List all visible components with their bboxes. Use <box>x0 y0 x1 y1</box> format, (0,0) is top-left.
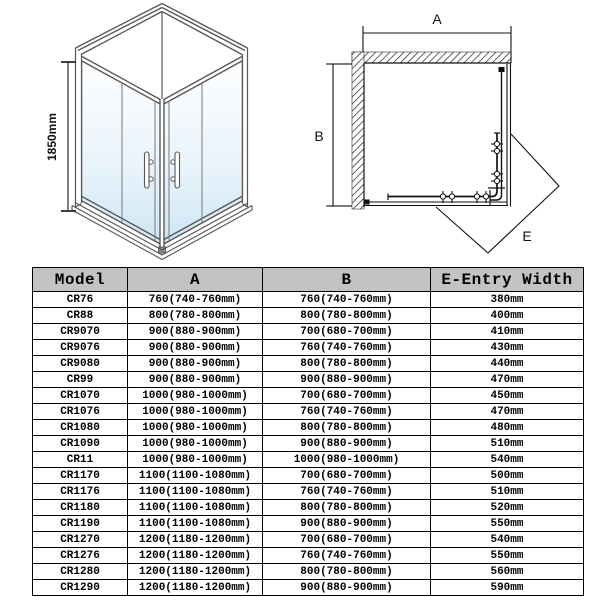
table-cell: CR1176 <box>33 484 128 500</box>
table-cell: CR1090 <box>33 436 128 452</box>
table-cell: CR1080 <box>33 420 128 436</box>
table-row <box>33 340 584 356</box>
table-cell: 900(880-900mm) <box>263 372 431 388</box>
table-row <box>33 372 584 388</box>
shower-plan-view <box>300 0 600 265</box>
table-cell: 1200(1180-1200mm) <box>128 580 263 596</box>
table-cell: CR1070 <box>33 388 128 404</box>
table-cell: 900(880-900mm) <box>128 324 263 340</box>
dimension-b <box>326 64 352 206</box>
header-e-entry-width: E-Entry Width <box>431 268 584 292</box>
wall-hatching <box>352 52 511 209</box>
table-cell: 1100(1100-1080mm) <box>128 516 263 532</box>
table-row <box>33 500 584 516</box>
table-row <box>33 484 584 500</box>
table-cell: 700(680-700mm) <box>263 388 431 404</box>
table-cell: 1000(980-1000mm) <box>128 436 263 452</box>
table-cell: 700(680-700mm) <box>263 324 431 340</box>
table-cell: CR88 <box>33 308 128 324</box>
table-cell: 550mm <box>431 548 584 564</box>
table-cell: 590mm <box>431 580 584 596</box>
table-cell: CR1290 <box>33 580 128 596</box>
table-cell: 1200(1180-1200mm) <box>128 532 263 548</box>
table-cell: CR1190 <box>33 516 128 532</box>
table-cell: 800(780-800mm) <box>263 356 431 372</box>
table-cell: CR9070 <box>33 324 128 340</box>
table-cell: CR1270 <box>33 532 128 548</box>
table-cell: CR1276 <box>33 548 128 564</box>
dimension-b-label: B <box>314 128 324 144</box>
table-row <box>33 324 584 340</box>
entry-width-label: E <box>522 228 532 244</box>
table-cell: 800(780-800mm) <box>263 420 431 436</box>
table-cell: 450mm <box>431 388 584 404</box>
table-cell: 900(880-900mm) <box>128 372 263 388</box>
table-row <box>33 388 584 404</box>
corner-post <box>159 99 166 253</box>
table-cell: 1000(980-1000mm) <box>128 452 263 468</box>
table-cell: CR1170 <box>33 468 128 484</box>
table-row <box>33 532 584 548</box>
table-cell: 510mm <box>431 484 584 500</box>
table-cell: 540mm <box>431 452 584 468</box>
table-cell: 800(780-800mm) <box>263 308 431 324</box>
table-cell: 900(880-900mm) <box>263 516 431 532</box>
table-cell: 470mm <box>431 404 584 420</box>
table-cell: 1000(980-1000mm) <box>128 420 263 436</box>
table-cell: 760(740-760mm) <box>263 340 431 356</box>
table-cell: 760(740-760mm) <box>128 292 263 308</box>
table-cell: 1200(1180-1200mm) <box>128 564 263 580</box>
table-cell: 760(740-760mm) <box>263 404 431 420</box>
table-cell: 800(780-800mm) <box>128 308 263 324</box>
height-dimension-label: 1850mm <box>45 112 59 162</box>
fixed-glass-panels <box>364 63 511 207</box>
table-row <box>33 292 584 308</box>
table-cell: 1100(1100-1080mm) <box>128 500 263 516</box>
table-cell: 440mm <box>431 356 584 372</box>
table-cell: 900(880-900mm) <box>263 436 431 452</box>
table-cell: 560mm <box>431 564 584 580</box>
table-cell: 470mm <box>431 372 584 388</box>
enclosure-outline <box>364 63 511 207</box>
table-row <box>33 356 584 372</box>
spec-table-header <box>33 268 584 292</box>
table-cell: CR1280 <box>33 564 128 580</box>
table-cell: 900(880-900mm) <box>263 580 431 596</box>
table-cell: 380mm <box>431 292 584 308</box>
header-b: B <box>263 268 431 292</box>
shower-3d-drawing <box>0 0 300 265</box>
shower-plan-drawing <box>300 0 600 265</box>
table-cell: CR9076 <box>33 340 128 356</box>
spec-table-body <box>33 292 584 596</box>
table-cell: 760(740-760mm) <box>263 484 431 500</box>
table-cell: 800(780-800mm) <box>263 564 431 580</box>
table-row <box>33 308 584 324</box>
table-cell: 1000(980-1000mm) <box>263 452 431 468</box>
table-cell: CR9080 <box>33 356 128 372</box>
table-cell: 900(880-900mm) <box>128 340 263 356</box>
table-cell: CR76 <box>33 292 128 308</box>
table-cell: 430mm <box>431 340 584 356</box>
table-cell: 480mm <box>431 420 584 436</box>
table-cell: 550mm <box>431 516 584 532</box>
sliding-door-tracks <box>365 67 506 205</box>
table-cell: 520mm <box>431 500 584 516</box>
shower-3d-view <box>0 0 300 265</box>
header-a: A <box>128 268 263 292</box>
dimension-a-label: A <box>432 11 442 27</box>
table-cell: 800(780-800mm) <box>263 500 431 516</box>
table-cell: 900(880-900mm) <box>128 356 263 372</box>
table-row <box>33 548 584 564</box>
table-cell: 500mm <box>431 468 584 484</box>
table-cell: 1200(1180-1200mm) <box>128 548 263 564</box>
height-dimension <box>45 62 76 211</box>
table-cell: 760(740-760mm) <box>263 292 431 308</box>
table-row <box>33 420 584 436</box>
table-cell: CR99 <box>33 372 128 388</box>
table-cell: 410mm <box>431 324 584 340</box>
table-row <box>33 436 584 452</box>
header-model: Model <box>33 268 128 292</box>
table-cell: 400mm <box>431 308 584 324</box>
table-row <box>33 516 584 532</box>
table-cell: 510mm <box>431 436 584 452</box>
door-rollers <box>440 141 503 203</box>
table-row <box>33 452 584 468</box>
table-cell: 540mm <box>431 532 584 548</box>
table-cell: 760(740-760mm) <box>263 548 431 564</box>
table-cell: CR11 <box>33 452 128 468</box>
table-cell: 1000(980-1000mm) <box>128 388 263 404</box>
table-cell: 1100(1100-1080mm) <box>128 468 263 484</box>
table-cell: 700(680-700mm) <box>263 532 431 548</box>
table-cell: CR1180 <box>33 500 128 516</box>
table-row <box>33 564 584 580</box>
table-cell: 1000(980-1000mm) <box>128 404 263 420</box>
table-row <box>33 580 584 596</box>
header-row <box>33 268 584 292</box>
table-cell: CR1076 <box>33 404 128 420</box>
table-cell: 700(680-700mm) <box>263 468 431 484</box>
table-cell: 1100(1100-1080mm) <box>128 484 263 500</box>
spec-table <box>32 267 584 596</box>
table-row <box>33 404 584 420</box>
table-row <box>33 468 584 484</box>
